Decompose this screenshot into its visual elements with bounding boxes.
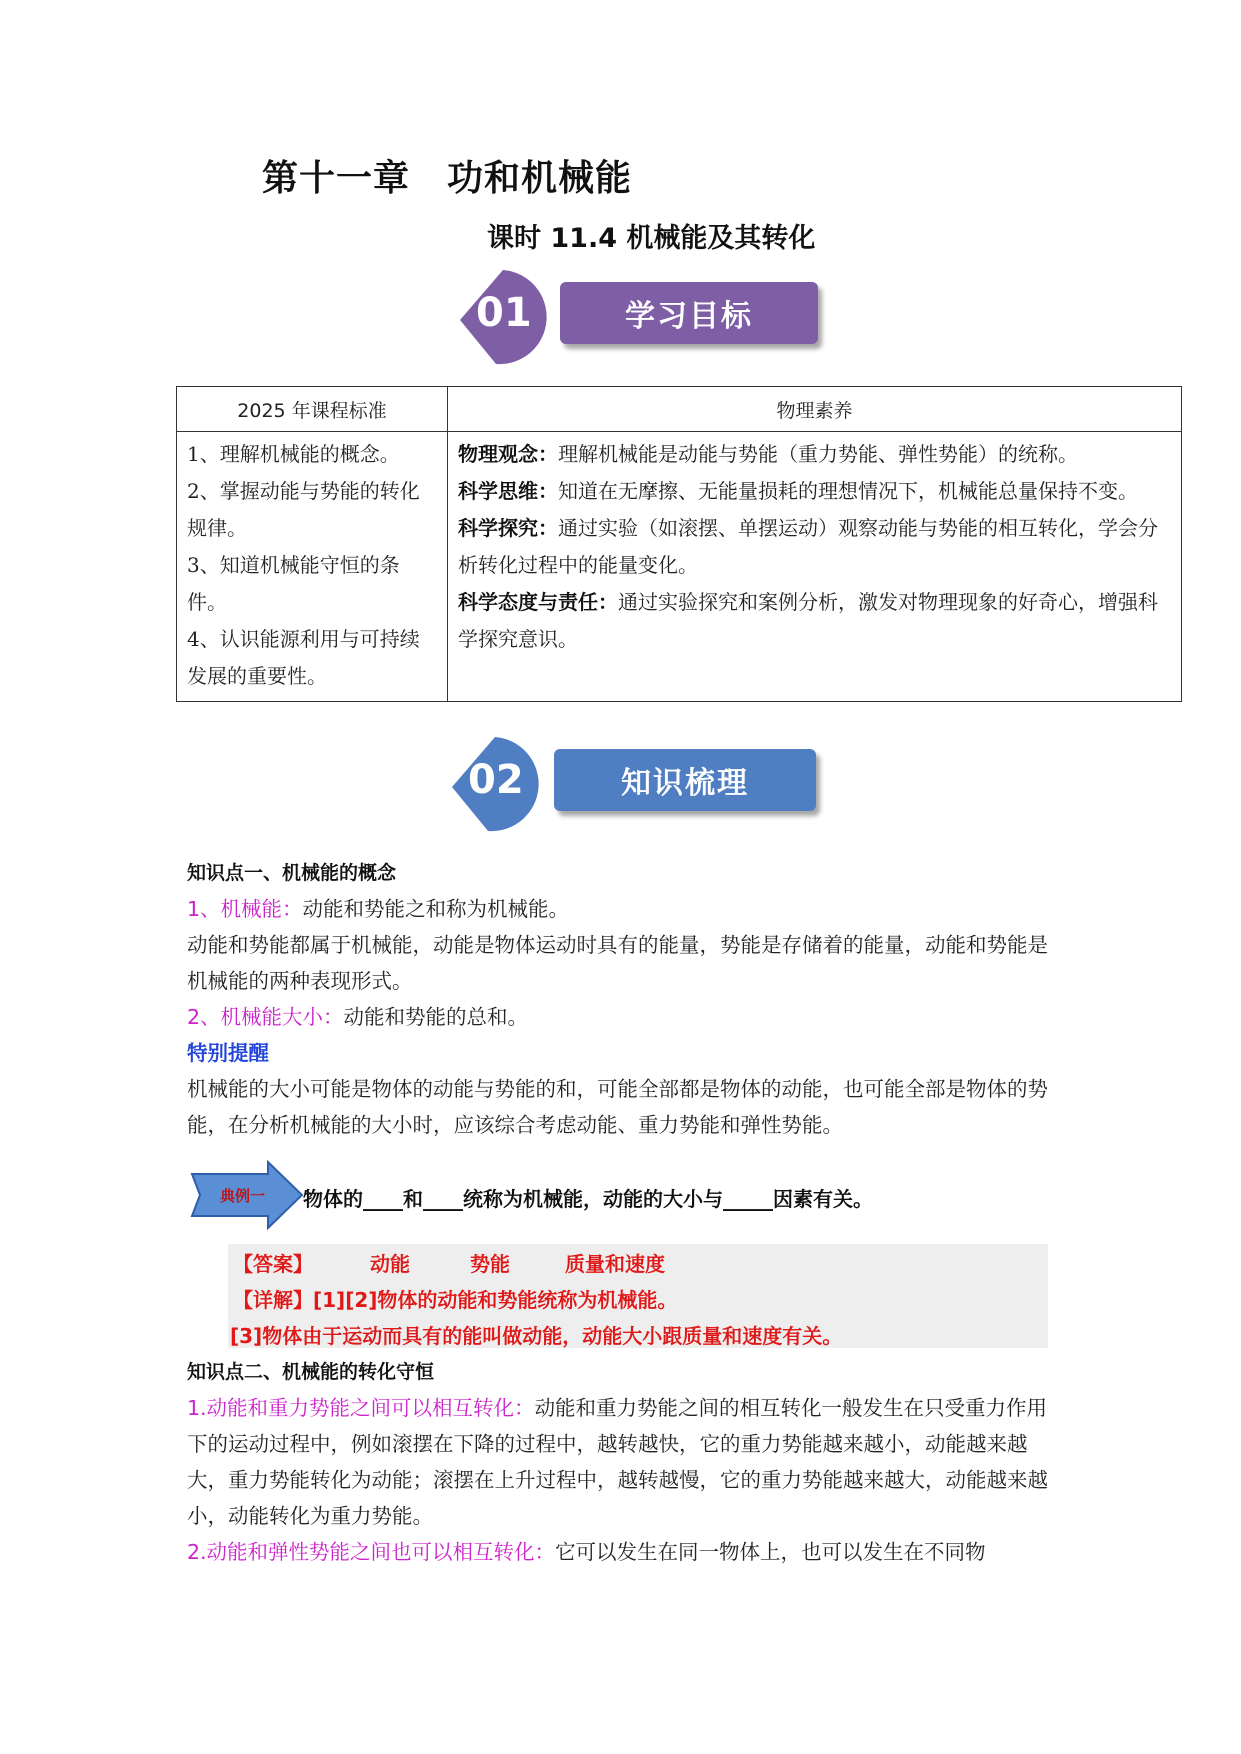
kp2-text: 动能和重力势能之间的相互转化一般发生在只受重力作用下的运动过程中，例如滚摆在下降的过程中，越转越快，它的重力势能越来越小，动能越来越大，重力势能转化为动能；滚摆在上升过程中，越转越慢，它的重力势能越来越大，动能越来越小，动能转化为重力势能。 xyxy=(187,1396,1048,1528)
answer-2: 势能 xyxy=(470,1252,510,1276)
standard-item: 4、认识能源利用与可持续发展的重要性。 xyxy=(187,627,420,688)
kp1-text: 动能和势能之和称为机械能。 xyxy=(302,897,570,921)
literacy-text: 知道在无摩擦、无能量损耗的理想情况下，机械能总量保持不变。 xyxy=(558,479,1138,503)
literacy-key: 科学态度与责任： xyxy=(458,590,618,614)
literacy-item xyxy=(458,584,1171,658)
section-label: 学习目标 xyxy=(560,282,818,344)
kp2-paragraph-1 xyxy=(187,1390,1052,1534)
literacy-text: 理解机械能是动能与势能（重力势能、弹性势能）的统称。 xyxy=(558,442,1078,466)
answer-label: 【答案】 xyxy=(233,1252,313,1276)
kp1-paragraph: 动能和势能都属于机械能，动能是物体运动时具有的能量，势能是存储着的能量，动能和势能是机械能的两种表现形式。 xyxy=(187,933,1048,993)
kp1-heading: 知识点一、机械能的概念 xyxy=(187,862,397,884)
lesson-title: 课时 11.4 机械能及其转化 xyxy=(487,223,816,254)
kp2-key: 2.动能和弹性势能之间也可以相互转化： xyxy=(187,1540,556,1564)
section-label: 知识梳理 xyxy=(554,749,816,811)
example-question: 物体的____和____统称为机械能，动能的大小与_____因素有关。 xyxy=(303,1187,873,1211)
knowledge-point-2 xyxy=(187,1354,1052,1570)
literacy-text: 通过实验探究和案例分析，激发对物理现象的好奇心，增强科学探究意识。 xyxy=(458,590,1158,651)
table-header: 2025 年课程标准 xyxy=(177,387,448,432)
literacy-key: 科学探究： xyxy=(458,516,558,540)
standards-cell xyxy=(177,432,448,702)
example-tag: 典例一 xyxy=(220,1187,266,1205)
knowledge-point-1 xyxy=(187,855,1052,1143)
literacy-item xyxy=(458,473,1171,510)
literacy-key: 科学思维： xyxy=(458,479,558,503)
literacy-cell xyxy=(448,432,1182,702)
section-banner-goals xyxy=(448,268,828,368)
goals-table xyxy=(176,386,1182,702)
detail-line-2: [3]物体由于运动而具有的能叫做动能，动能大小跟质量和速度有关。 xyxy=(230,1324,843,1348)
section-number: 01 xyxy=(476,290,532,336)
standard-item: 2、掌握动能与势能的转化规律。 xyxy=(187,479,420,540)
literacy-key: 物理观念： xyxy=(458,442,558,466)
literacy-text: 通过实验（如滚摆、单摆运动）观察动能与势能的相互转化，学会分析转化过程中的能量变化。 xyxy=(458,516,1158,577)
standard-item: 3、知道机械能守恒的条件。 xyxy=(187,553,400,614)
section-number: 02 xyxy=(468,757,524,803)
kp1-definition xyxy=(187,891,1052,927)
kp2-heading: 知识点二、机械能的转化守恒 xyxy=(187,1361,435,1383)
kp2-paragraph-2 xyxy=(187,1534,1052,1570)
kp2-key: 1.动能和重力势能之间可以相互转化： xyxy=(187,1396,535,1420)
kp1-text: 动能和势能的总和。 xyxy=(343,1005,529,1029)
literacy-item xyxy=(458,510,1171,584)
chapter-title: 第十一章 功和机械能 xyxy=(262,158,633,199)
reminder-text: 机械能的大小可能是物体的动能与势能的和，可能全部都是物体的动能，也可能全部是物体的势能，在分析机械能的大小时，应该综合考虑动能、重力势能和弹性势能。 xyxy=(187,1077,1048,1137)
section-banner-knowledge xyxy=(440,735,840,835)
kp2-text: 它可以发生在同一物体上，也可以发生在不同物 xyxy=(555,1540,986,1564)
standard-item: 1、理解机械能的概念。 xyxy=(187,442,400,466)
literacy-item xyxy=(458,436,1171,473)
detail-label: 【详解】 xyxy=(233,1288,313,1312)
answer-1: 动能 xyxy=(370,1252,410,1276)
table-header: 物理素养 xyxy=(448,387,1182,432)
kp1-key: 2、机械能大小： xyxy=(187,1005,344,1029)
reminder-title: 特别提醒 xyxy=(187,1041,269,1065)
kp1-key: 1、机械能： xyxy=(187,897,303,921)
detail-line-1 xyxy=(233,1284,677,1313)
answer-box xyxy=(228,1244,1048,1348)
answer-3: 质量和速度 xyxy=(565,1252,665,1276)
kp1-size xyxy=(187,999,1052,1035)
detail-text: [1][2]物体的动能和势能统称为机械能。 xyxy=(313,1288,678,1312)
